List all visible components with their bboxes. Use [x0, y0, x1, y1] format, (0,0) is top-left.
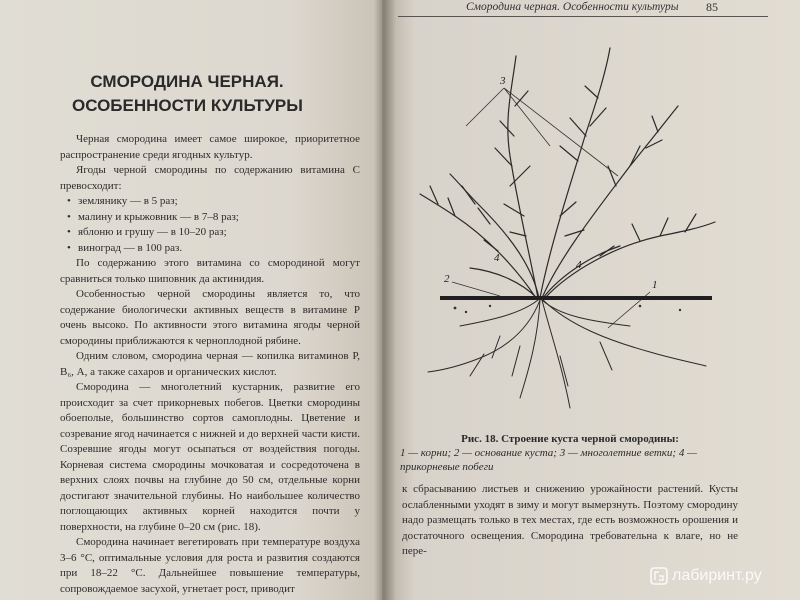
- paragraph: Смородина — многолетний кустарник, развитие его происходит за счет прикорневых побегов. Цветки смородины обоеполые, большинство сортов самоплодны. Цветение и созревание ягод начинается с нижней и до верхней части кисти. Созревшие ягоды могут осыпаться от воздействия погоды. Корневая система смородины мочковатая и сосредоточена в верхних слоях почвы на глубине до 50 см, отдельные корни достигают значительной глубины. Но наибольшее количество поглощающих активных корней находится почти у поверхности, на глубине 0–20 см (рис. 18).: [60, 381, 360, 533]
- paragraph: Особенностью черной смородины является то, что содержание биологически активных веществ в витамине Р очень высоко. По активности этого витамина ягоды черной смородины приближаются к черноплодной рябине.: [60, 288, 360, 347]
- paragraph: Смородина начинает вегетировать при температуре воздуха 3–6 °С, оптимальные условия для роста и развития создаются при 18–22 °С. Дальнейшее повышение температуры, сопровождаемое засухой, угнетает рост, приводит: [60, 536, 360, 595]
- figure-caption-title: Рис. 18. Строение куста черной смородины:: [461, 433, 679, 445]
- chapter-title-line-2: ОСОБЕННОСТИ КУЛЬТУРЫ: [72, 96, 303, 115]
- paragraph: Одним словом, смородина черная — копилка витаминов Р, B₆, А, а также сахаров и органических кислот.: [60, 350, 360, 378]
- figure-label-3: 3: [500, 75, 506, 87]
- labirint-logo-icon: [650, 567, 668, 585]
- left-page-body: [60, 132, 360, 597]
- book-gutter: [374, 0, 396, 600]
- soil-dots: [454, 305, 682, 313]
- vitamin-comparison-list: [60, 194, 360, 256]
- bush-roots: [428, 300, 706, 408]
- figure-label-2: 2: [444, 273, 450, 285]
- bush-branches: [420, 48, 715, 298]
- list-item: • яблоню и грушу — в 10–20 раз;: [78, 225, 360, 241]
- currant-bush-illustration: [400, 36, 730, 426]
- paragraph: Черная смородина имеет самое широкое, приоритетное распространение среди ягодных культур.: [60, 133, 360, 161]
- chapter-title-line-1: СМОРОДИНА ЧЕРНАЯ.: [90, 72, 284, 91]
- chapter-title: [72, 70, 302, 118]
- running-head: Смородина черная. Особенности культуры: [466, 1, 679, 13]
- list-item: • землянику — в 5 раз;: [78, 194, 360, 210]
- left-page: [0, 0, 388, 600]
- paragraph: Ягоды черной смородины по содержанию витамина С превосходит:: [60, 164, 360, 192]
- running-head-rule: [398, 16, 768, 17]
- figure-label-4-left: 4: [494, 252, 500, 264]
- watermark-text: лабиринт.ру: [672, 567, 762, 584]
- list-item: • малину и крыжовник — в 7–8 раз;: [78, 210, 360, 226]
- figure-caption: [400, 432, 740, 474]
- figure-labels: [444, 75, 658, 291]
- paragraph: По содержанию этого витамина со смородиной могут сравниться только шиповник да актинидия.: [60, 257, 360, 285]
- figure-label-4-right: 4: [576, 259, 582, 271]
- page-number: 85: [706, 0, 718, 14]
- right-page-body: к сбрасыванию листьев и снижению урожайности растений. Кусты ослабленными уходят в зиму и могут вымерзнуть. Поэтому смородину надо размещать только в тех местах, где есть возможность орошения и достаточного освещения. Смородина требовательна к влаге, но не пере-: [402, 483, 738, 557]
- watermark: [650, 566, 762, 586]
- figure-caption-text: 1 — корни; 2 — основание куста; 3 — многолетние ветки; 4 — прикорневые побеги: [400, 447, 697, 473]
- figure-label-1: 1: [652, 279, 658, 291]
- list-item: • виноград — в 100 раз.: [78, 241, 360, 257]
